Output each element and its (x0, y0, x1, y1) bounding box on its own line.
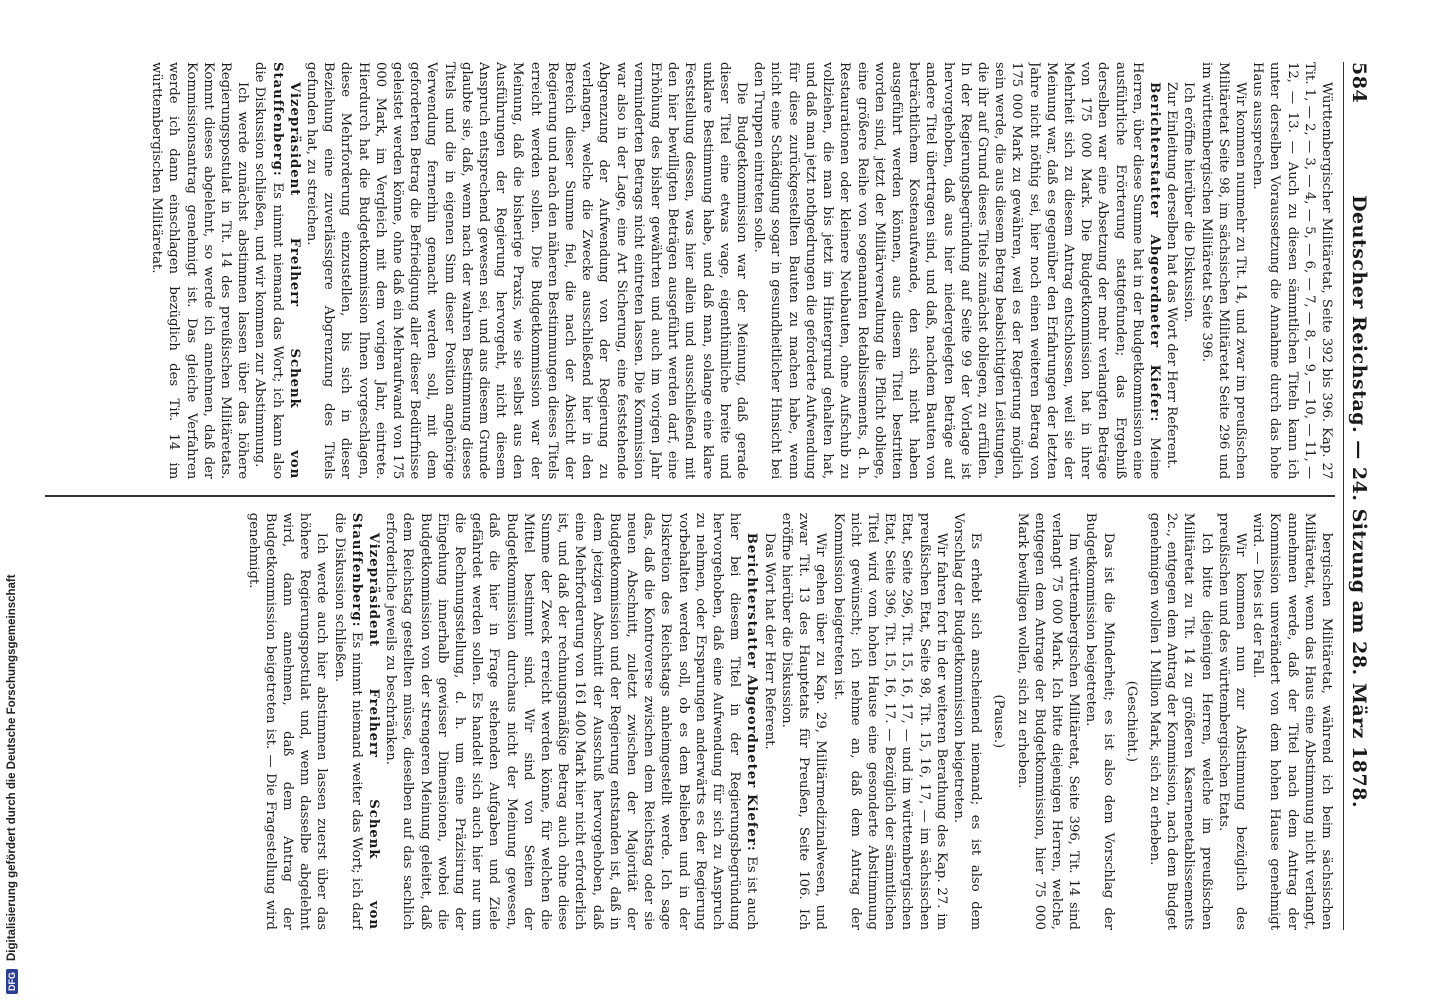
paragraph: Die Budgetkommission war der Meinung, daß gerade dieser Titel eine etwas vage, eigenthümliche breite und unklare Bestimmung habe, und daß man, solange eine klare Feststellung dessen, was hier allein und ausschließend mit den hier bewilligten Beträgen ausgeführt werden darf, eine Erhöhung des bisher gewährten und auch im vorigen Jahr verminderten Betrags nicht eintreten lassen. Die Kommission war also in der Lage, eine Art Sicherung, eine feststehende Abgrenzung der Aufwendung von der Regierung zu verlangen, welche die Zwecke ausschließend hier in den Bereich dieser Summe fiel, die nach der Absicht der Regierung und nach den näheren Bestimmungen dieses Titels erreicht werden sollen. Die Budgetkommission war der Meinung, daß die bisherige Praxis, wie sie selbst aus den Ausführungen der Regierung hervorgeht, nicht diesem Anspruch entsprechend gewesen sei, und aus diesem Grunde glaubte sie, daß, wenn nach der wahren Bestimmung dieses Titels und die in eigenen Sinn dieser Position angehörige Verwendung fernerhin gemacht werden soll, mit dem geforderten Betrag die Befriedigung aller dieser Bedürfnisse geleistet werden könne, ohne daß ein Mehraufwand von 175 000 Mark, im Vergleich mit dem vorigen Jahr, eintrete. Hierdurch hat die Budgetkommission Ihnen vorgeschlagen, diese Mehrforderung einzustellen, bis sich in dieser Beziehung eine zuverlässigere Abgrenzung des Titels gefunden hat, zu streichen. (304, 62, 750, 480)
paragraph: Das Wort hat der Herr Referent. (761, 532, 777, 750)
speech-text: Es ist auch hier bei diesem Titel in der Regierungsbegründung hervorgehoben, daß eine Aufwendung für sich zu Anspruch zu nehmen, oder Ersparungen anderwärts es der Regierung vorbehalten werden soll, ob es dem Belieben und in der Diskretion des Reichstags anheimgestellt werde. Ich sage das, daß die Kontroverse zwischen dem Reichstag oder sie neuen Abschnitt, zuletzt zwischen der Majorität der Budgetkommission und der Regierung entstanden ist, daß in dem jetzigen Abschnitt der Ausschuß hervorgehoben, daß eine Mehrforderung von 161 400 Mark hier nicht erforderlich ist, und daß der rechnungsmäßige Betrag auch ohne diese Summe der Zweck erreicht werden könne, für welchen die Mittel bestimmt sind. Wir sind von Seiten der Budgetkommission durchaus nicht der Meinung gewesen, daß die hier in Frage stehenden Aufgaben und Ziele gefährdet werden sollen. Es handelt sich auch hier nur um die Rechnungsstellung, d. h. um eine Präzisirung der Eingehung innerhalb gewisser Dimensionen, wobei die Budgetkommission von der strengeren Meinung geleitet, daß dem Reichstag gestellten müsse, dieselben auf das sachlich erforderliche jeweils zu beschränken. (383, 512, 760, 930)
speech-text: Meine Herren, über diese Summe hat in der Budgetkommission eine ausführliche Erörterung stattgefunden; das Ergebniß derselben war eine Absetzung der mehr verlangten Beträge von 175 000 Mark. Die Budgetkommission hat in ihrer Mehrheit sich zu diesem Antrag entschlossen, weil sie der Meinung war, daß es gegenüber den Erfahrungen der letzten Jahre nicht nöthig sei, hier noch einen weiteren Betrag von 175 000 Mark zu gewähren, weil es der Regierung möglich sein werde, die aus diesem Betrag beabsichtigten Leistungen, die ihr auf Grund dieses Titels zunächst obliegen, zu erfüllen. In der Regierungsbegründung auf Seite 99 der Vorlage ist hervorgehoben, daß aus hier niedergelegten Beträge auf andere Titel übertragen sind, und daß, nachdem Bauten von beträchtlichem Kostenaufwande, den sich nicht haben ausgeführt werden können, aus diesem Titel bestritten worden sind, jetzt der Militärverwaltung die Pflicht obliege, eine größere Reihe von sogenannten Retablissements, d. h. Restaurationen oder kleinere Neubauten, ohne Aufschub zu vollziehen, die man bis jetzt im Hintergrund gehalten hat, und daß man jetzt nothgedrungen die geforderte Aufwendung für diese zurückgestellten Bauten zu machen habe, wenn nicht eine Schädigung sogar in gesundheitlicher Hinsicht bei den Truppen eintreten solle. (751, 62, 1162, 480)
paragraph: Es erhebt sich anscheinend niemand; es ist also dem Vorschlag der Budgetkommission beigetreten. (950, 512, 984, 930)
digitization-credit (0, 0, 24, 1000)
speech-paragraph (750, 62, 1163, 479)
paragraph: Zur Einleitung derselben hat das Wort der Herr Referent. (1164, 82, 1180, 469)
paragraph: Ich bitte diejenigen Herren, welche im preußischen Militäretat zu Tit. 14 zu größeren Kasernenetablissements 2c., entgegen dem Antrag der Kommission, nach dem Budget genehmigen wollen 1 Million Mark, sich zu erheben. (1146, 512, 1214, 930)
paragraph: Das ist die Minderheit; es ist also dem Vorschlag der Budgetkommission beigetreten. (1083, 512, 1116, 930)
dfg-logo: DFG (6, 969, 18, 994)
paragraph: Wir gehen über zu Kap. 29, Militärmedizinalwesen, und zwar Tit. 13 des Hauptetats für Preußen, Seite 106. Ich eröffne hierüber die Diskussion. (778, 512, 829, 930)
page-title: Deutscher Reichstag. — 24. Sitzung am 28. März 1878. (1348, 195, 1370, 809)
speech-text: Es nimmt niemand das Wort; ich kann also die Diskussion schließen, und wir kommen zur Abstimmung. (252, 62, 285, 480)
speaker-name: Berichterstatter Abgeordneter Kiefer: (744, 532, 760, 852)
speech-paragraph (251, 62, 303, 479)
speaker-name: Vizepräsident Freiherr Schenk von Stauffenberg: (348, 512, 382, 930)
page-header (1343, 62, 1370, 930)
paragraph: Im württembergischen Militäretat, Seite 396, Tit. 14 sind verlangt 75 000 Mark. Ich bitte diejenigen Herren, welche, entgegen dem Antrage der Budgetkommission, hier 75 000 Mark bewilligen wollen, sich zu erheben. (1014, 512, 1082, 930)
speaker-name: Berichterstatter Abgeordneter Kiefer: (1146, 82, 1162, 423)
speech-text: Es nimmt niemand weiter das Wort; ich darf die Diskussion schließen. (331, 512, 364, 930)
stage-direction: (Pause.) (991, 694, 1007, 749)
right-column (45, 513, 1335, 930)
speech-paragraph (382, 513, 760, 930)
paragraph: Ich werde auch hier abstimmen lassen zuerst über das höhere Regierungspostulat und, wenn dasselbe abgelehnt wird, dann annehmen, daß dem Antrag der Budgetkommission beigetreten ist. — Die Fragestellung wird genehmigt. (245, 512, 330, 930)
stage-direction: (Geschieht.) (1123, 680, 1139, 763)
paragraph: bergischen Militäretat, während ich beim sächsischen Militäretat, wenn das Haus eine Abstimmung nicht verlangt, annehmen werde, daß der Titel nach dem Antrag der Kommission unverändert von dem hohen Hause genehmigt wird. — Dies ist der Fall. (1250, 512, 1334, 930)
paragraph: Wir kommen nun zur Abstimmung bezüglich des preußischen und des württembergischen Etats. (1215, 512, 1248, 930)
page-number: 584 (1348, 62, 1370, 104)
text-columns (45, 62, 1335, 930)
paragraph: Wir fahren fort in der weiteren Berathung des Kap. 27. im preußischen Etat, Seite 98, Tit. 15, 16, 17, — im sächsischen Etat, Seite 296, Tit. 15, 16, 17, — und im württembergischen Etat, Seite 396, Tit. 15, 16, 17. — Bezüglich der sämmtlichen Titel wird vom hohen Hause eine gesonderte Abstimmung nicht gewünscht; ich nehme an, daß dem Antrag der Kommission beigetreten ist. (830, 512, 949, 930)
left-column (45, 62, 1335, 479)
paragraph: Württembergischer Militäretat, Seite 392 bis 396. Kap. 27 Tit. 1, — 2, — 3, — 4, — 5, — 6, — 7, — 8, — 9, — 10, — 11, — 12, — 13. — Auch zu diesen sämmtlichen Titeln kann ich unter derselben Voraussetzung die Annahme durch das hohe Haus aussprechen. (1250, 62, 1334, 480)
column-divider (45, 495, 1335, 497)
paragraph: Ich eröffne hierüber die Diskussion. (1181, 82, 1197, 323)
speech-paragraph (330, 513, 382, 930)
speaker-name: Vizepräsident Freiherr Schenk von Stauffenberg: (269, 62, 302, 480)
credit-text: Digitalisierung gefördert durch die Deutsche Forschungsgemeinschaft (6, 574, 18, 961)
paragraph: Wir kommen nunmehr zu Tit. 14, und zwar im preußischen Militäretat Seite 98, im sächsischen Militäretat Seite 296 und im württembergischen Militäretat Seite 396. (1198, 62, 1248, 480)
paragraph: Ich werde zunächst abstimmen lassen über das höhere Regierungspostulat in Tit. 14 des preußischen Militäretats. Kommt dieses abgelehnt, so werde ich annehmen, daß der Kommissionsantrag genehmigt ist. Das gleiche Verfahren werde ich dann einschlagen bezüglich des Tit. 14 im württembergischen Militäretat. (149, 62, 251, 480)
